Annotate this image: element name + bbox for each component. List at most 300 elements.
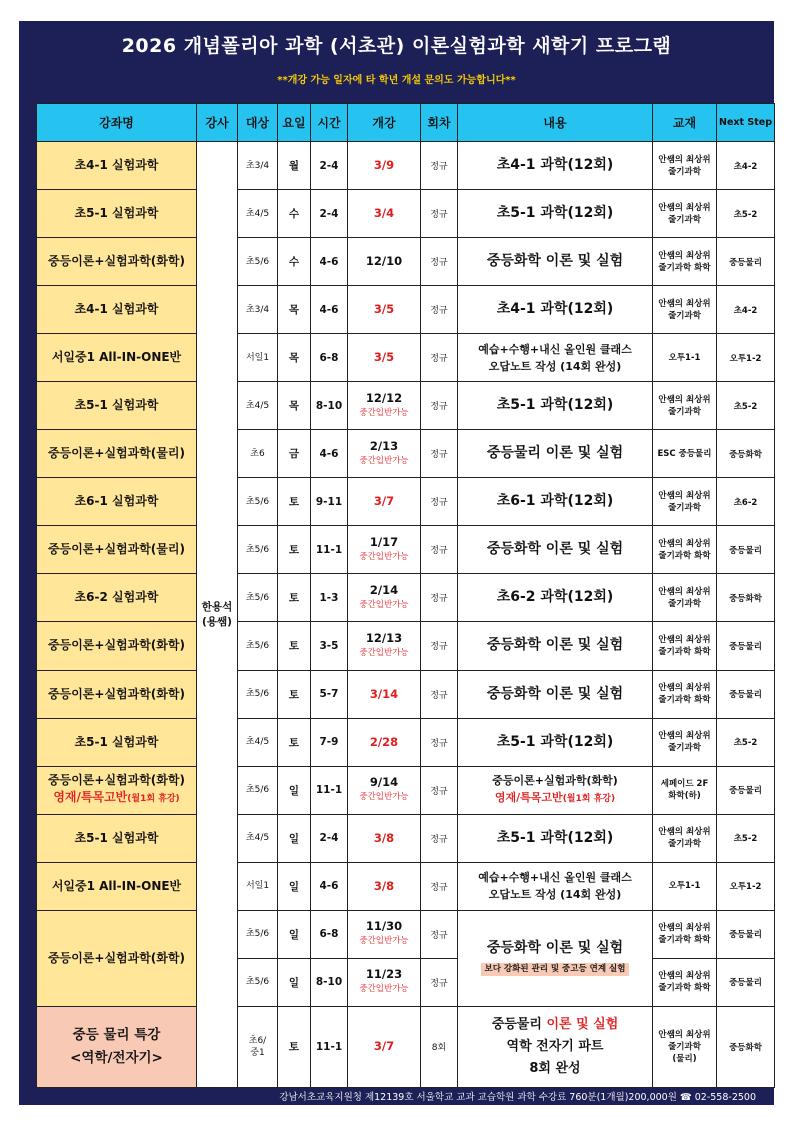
time-cell: 4-6 (311, 430, 348, 478)
open-date: 2/14 (369, 582, 399, 597)
day-cell: 일 (278, 862, 311, 910)
target-cell: 초6 (238, 430, 278, 478)
course-name (37, 766, 197, 814)
table-row (37, 670, 775, 718)
time-cell: 2-4 (311, 142, 348, 190)
text-line: 줄기과학 화학 (658, 262, 711, 273)
book-cell (653, 1006, 717, 1087)
text-line: 줄기과학 (668, 502, 701, 513)
text-line: 줄기과학 (668, 1041, 701, 1052)
open-cell (348, 478, 421, 526)
target-cell: 초4/5 (238, 814, 278, 862)
content-text: 중등화학 이론 및 실험 (486, 940, 624, 957)
header-time: 시간 (311, 104, 348, 142)
text-line: 줄기과학 화학 (658, 550, 711, 561)
time-cell: 4-6 (311, 238, 348, 286)
content-line1a: 중등물리 (491, 1016, 547, 1032)
day-cell: 일 (278, 958, 311, 1006)
next-step-cell: 중등화학 (717, 574, 775, 622)
table-row (37, 862, 775, 910)
time-cell: 11-1 (311, 1006, 348, 1087)
book-cell (653, 814, 717, 862)
table-row-special (37, 1006, 775, 1087)
text-line: 안쌤의 최상위 (658, 154, 711, 165)
content-cell: 초6-1 과학(12회) (458, 478, 653, 526)
header-instructor: 강사 (197, 104, 238, 142)
day-cell: 토 (278, 622, 311, 670)
text-line: 줄기과학 (668, 310, 701, 321)
table-row (37, 526, 775, 574)
text-line: 줄기과학 (668, 406, 701, 417)
text-line: 안쌤의 최상위 (658, 634, 711, 645)
next-step-cell: 초6-2 (717, 478, 775, 526)
open-date: 12/12 (365, 390, 403, 405)
course-name (37, 622, 197, 670)
content-cell: 초4-1 과학(12회) (458, 142, 653, 190)
text-line: 줄기과학 화학 (658, 695, 711, 706)
book-cell (653, 670, 717, 718)
course-name-sub: 영재/특목고반 (53, 790, 128, 805)
target-cell (238, 1006, 278, 1087)
next-step-cell: 중등물리 (717, 958, 775, 1006)
next-step-cell: 초4-2 (717, 286, 775, 334)
open-note: 중간입반가능 (359, 407, 409, 418)
content-cell: 중등화학 이론 및 실험 (458, 670, 653, 718)
book-cell (653, 910, 717, 958)
open-date: 2/28 (369, 734, 399, 749)
time-cell: 2-4 (311, 190, 348, 238)
text-line: 안쌤의 최상위 (658, 923, 711, 934)
sessions-cell: 정규 (421, 862, 458, 910)
sessions-cell: 정규 (421, 190, 458, 238)
header-content: 내용 (458, 104, 653, 142)
book-cell: ESC 중등물리 (653, 430, 717, 478)
course-name-text: 초5-1 실험과학 (74, 206, 159, 221)
day-cell: 토 (278, 574, 311, 622)
time-cell: 5-7 (311, 670, 348, 718)
open-date: 3/4 (373, 206, 395, 221)
target-cell: 초5/6 (238, 670, 278, 718)
next-step-cell: 중등화학 (717, 1006, 775, 1087)
open-cell (348, 958, 421, 1006)
text-line: 예습+수행+내신 올인원 클래스 (478, 342, 632, 356)
next-step-cell: 초5-2 (717, 814, 775, 862)
text-line: 안쌤의 최상위 (658, 538, 711, 549)
text-line: 줄기과학 (668, 214, 701, 225)
table-row (37, 910, 775, 958)
open-note: 중간입반가능 (359, 984, 409, 995)
course-name-text: 서일중1 All-IN-ONE반 (51, 878, 182, 893)
time-cell: 9-11 (311, 478, 348, 526)
target-cell: 서일1 (238, 862, 278, 910)
table-row (37, 430, 775, 478)
day-cell: 토 (278, 718, 311, 766)
sessions-cell: 정규 (421, 766, 458, 814)
course-name-text: 초4-1 실험과학 (74, 302, 159, 317)
open-date: 11/23 (365, 967, 403, 982)
target-cell: 초5/6 (238, 622, 278, 670)
target-cell: 초5/6 (238, 766, 278, 814)
open-cell (348, 238, 421, 286)
content-cell: 초5-1 과학(12회) (458, 382, 653, 430)
open-date: 12/13 (365, 630, 403, 645)
book-cell: 오투1-1 (653, 334, 717, 382)
sessions-cell: 정규 (421, 142, 458, 190)
text-line: 안쌤의 최상위 (658, 971, 711, 982)
day-cell: 토 (278, 526, 311, 574)
next-step-cell: 초5-2 (717, 718, 775, 766)
target-cell: 초4/5 (238, 718, 278, 766)
book-cell (653, 574, 717, 622)
book-cell (653, 958, 717, 1006)
open-cell (348, 430, 421, 478)
header-course: 강좌명 (37, 104, 197, 142)
open-date: 3/7 (373, 494, 395, 509)
table-row (37, 574, 775, 622)
text-line: 안쌤의 최상위 (658, 490, 711, 501)
text-line: 안쌤의 최상위 (658, 683, 711, 694)
open-cell (348, 814, 421, 862)
open-cell (348, 526, 421, 574)
text-line: 안쌤의 최상위 (658, 586, 711, 597)
course-name (37, 478, 197, 526)
day-cell: 토 (278, 478, 311, 526)
header-row (37, 104, 775, 142)
header-book: 교재 (653, 104, 717, 142)
open-cell (348, 862, 421, 910)
course-name-text: 초4-1 실험과학 (74, 158, 159, 173)
book-cell (653, 382, 717, 430)
course-name (37, 142, 197, 190)
course-name (37, 862, 197, 910)
sessions-cell: 정규 (421, 382, 458, 430)
book-cell (653, 622, 717, 670)
open-date: 3/9 (373, 158, 395, 173)
table-row (37, 142, 775, 190)
text-line: 안쌤의 최상위 (658, 298, 711, 309)
open-cell (348, 142, 421, 190)
course-name-text: 중등이론+실험과학(화학) (48, 773, 185, 788)
content-cell: 중등물리 이론 및 실험 (458, 430, 653, 478)
course-name (37, 334, 197, 382)
sessions-cell: 정규 (421, 718, 458, 766)
sessions-cell: 정규 (421, 286, 458, 334)
time-cell: 7-9 (311, 718, 348, 766)
open-cell (348, 1006, 421, 1087)
text-line: 예습+수행+내신 올인원 클래스 (478, 871, 632, 885)
content-sub-note: (월1회 휴강) (562, 794, 616, 805)
sessions-cell: 정규 (421, 430, 458, 478)
course-name-text: 초5-1 실험과학 (74, 734, 159, 749)
special-name-line1: 중등 물리 특강 (72, 1026, 161, 1043)
open-cell (348, 670, 421, 718)
page-frame (19, 21, 774, 1105)
sessions-cell: 정규 (421, 526, 458, 574)
sessions-cell: 정규 (421, 670, 458, 718)
sessions-cell: 정규 (421, 622, 458, 670)
sessions-cell: 정규 (421, 238, 458, 286)
special-name-line2: <역학/전자기> (70, 1049, 163, 1066)
instructor-nickname: (용쌤) (202, 615, 232, 628)
day-cell: 목 (278, 286, 311, 334)
time-cell: 4-6 (311, 286, 348, 334)
open-date: 2/13 (369, 438, 399, 453)
target-cell: 초4/5 (238, 382, 278, 430)
day-cell: 금 (278, 430, 311, 478)
open-cell (348, 190, 421, 238)
book-cell (653, 718, 717, 766)
day-cell: 토 (278, 1006, 311, 1087)
sessions-cell: 정규 (421, 478, 458, 526)
day-cell: 수 (278, 238, 311, 286)
next-step-cell: 중등화학 (717, 430, 775, 478)
time-cell: 6-8 (311, 334, 348, 382)
course-name (37, 190, 197, 238)
text-line: 중1 (250, 1047, 265, 1058)
course-name-text: 중등이론+실험과학(화학) (48, 638, 185, 653)
header-day: 요일 (278, 104, 311, 142)
target-cell: 초5/6 (238, 526, 278, 574)
text-line: 안쌤의 최상위 (658, 1029, 711, 1040)
table-row (37, 334, 775, 382)
day-cell: 일 (278, 766, 311, 814)
target-cell: 초3/4 (238, 286, 278, 334)
target-cell: 초5/6 (238, 574, 278, 622)
open-cell (348, 718, 421, 766)
open-cell (348, 910, 421, 958)
course-name (37, 238, 197, 286)
content-cell (458, 766, 653, 814)
content-cell: 초6-2 과학(12회) (458, 574, 653, 622)
text-line: 줄기과학 (668, 743, 701, 754)
target-cell: 초5/6 (238, 910, 278, 958)
sessions-cell: 정규 (421, 814, 458, 862)
time-cell: 1-3 (311, 574, 348, 622)
page-subtitle: **개강 가능 일자에 타 학년 개설 문의도 가능합니다** (277, 75, 516, 86)
next-step-cell: 초5-2 (717, 382, 775, 430)
text-line: 화학(하) (668, 791, 701, 802)
target-cell: 초5/6 (238, 478, 278, 526)
sessions-cell: 정규 (421, 958, 458, 1006)
content-cell: 중등화학 이론 및 실험 (458, 622, 653, 670)
course-name: 중등이론+실험과학(화학) (37, 910, 197, 1006)
text-line: 오답노트 작성 (14회 완성) (488, 359, 622, 373)
day-cell: 수 (278, 190, 311, 238)
next-step-cell: 초4-2 (717, 142, 775, 190)
content-text: 중등이론+실험과학(화학) (492, 774, 618, 788)
text-line: 줄기과학 (668, 166, 701, 177)
target-cell: 초4/5 (238, 190, 278, 238)
time-cell: 8-10 (311, 958, 348, 1006)
text-line: 줄기과학 (668, 598, 701, 609)
text-line: 줄기과학 (668, 839, 701, 850)
text-line: 줄기과학 화학 (658, 935, 711, 946)
content-cell: 초5-1 과학(12회) (458, 190, 653, 238)
page-title: 2026 개념폴리아 과학 (서초관) 이론실험과학 새학기 프로그램 (121, 35, 672, 57)
open-date: 3/5 (373, 302, 395, 317)
course-name (37, 574, 197, 622)
course-name (37, 286, 197, 334)
sessions-cell: 정규 (421, 334, 458, 382)
content-line2: 역학 전자기 파트 (506, 1038, 604, 1054)
time-cell: 11-1 (311, 526, 348, 574)
table-row (37, 286, 775, 334)
course-name-text: 중등이론+실험과학(화학) (48, 254, 185, 269)
text-line: 줄기과학 화학 (658, 646, 711, 657)
schedule-table (36, 103, 775, 1088)
text-line: 초6/ (248, 1035, 267, 1046)
open-cell (348, 622, 421, 670)
special-course-name (37, 1006, 197, 1087)
footer-info: 강남서초교육지원청 제12139호 서울학교 교과 교습학원 과학 수강료 760분(1개월)200,000원 ☎ 02-558-2500 (279, 1092, 756, 1103)
day-cell: 목 (278, 334, 311, 382)
sessions-cell: 정규 (421, 574, 458, 622)
open-cell (348, 334, 421, 382)
open-cell (348, 286, 421, 334)
time-cell: 3-5 (311, 622, 348, 670)
open-date: 11/30 (365, 919, 403, 934)
content-cell: 중등화학 이론 및 실험 (458, 238, 653, 286)
header-target: 대상 (238, 104, 278, 142)
text-line: 안쌤의 최상위 (658, 827, 711, 838)
content-cell: 중등화학 이론 및 실험 (458, 526, 653, 574)
book-cell (653, 190, 717, 238)
open-date: 12/10 (365, 254, 403, 269)
course-name-text: 중등이론+실험과학(물리) (48, 446, 185, 461)
next-step-cell: 중등물리 (717, 670, 775, 718)
day-cell: 일 (278, 814, 311, 862)
course-name-text: 중등이론+실험과학(화학) (48, 686, 185, 701)
content-cell (458, 862, 653, 910)
course-name-text: 초5-1 실험과학 (74, 830, 159, 845)
book-cell (653, 766, 717, 814)
next-step-cell: 오투1-2 (717, 862, 775, 910)
content-line1b: 이론 및 실험 (546, 1016, 619, 1032)
table-row (37, 814, 775, 862)
content-line3: 8회 완성 (529, 1060, 581, 1076)
open-date: 3/8 (373, 830, 395, 845)
text-line: 오답노트 작성 (14회 완성) (488, 888, 622, 902)
open-date: 3/5 (373, 350, 395, 365)
content-cell (458, 910, 653, 1006)
next-step-cell: 중등물리 (717, 766, 775, 814)
time-cell: 4-6 (311, 862, 348, 910)
target-cell: 초5/6 (238, 238, 278, 286)
header-sessions: 회차 (421, 104, 458, 142)
next-step-cell: 중등물리 (717, 910, 775, 958)
open-note: 중간입반가능 (359, 936, 409, 947)
content-cell (458, 334, 653, 382)
content-cell: 초5-1 과학(12회) (458, 814, 653, 862)
table-row (37, 190, 775, 238)
open-date: 3/8 (373, 878, 395, 893)
book-cell (653, 478, 717, 526)
table-row (37, 382, 775, 430)
open-date: 9/14 (369, 775, 399, 790)
day-cell: 월 (278, 142, 311, 190)
open-date: 3/14 (369, 686, 399, 701)
content-highlight-band: 보다 강화된 관리 및 중고등 연계 실험 (481, 963, 630, 976)
book-cell (653, 238, 717, 286)
instructor-cell (197, 142, 238, 1088)
open-note: 중간입반가능 (359, 599, 409, 610)
header-next-step: Next Step (717, 104, 775, 142)
target-cell: 서일1 (238, 334, 278, 382)
time-cell: 2-4 (311, 814, 348, 862)
open-cell (348, 574, 421, 622)
open-note: 중간입반가능 (359, 551, 409, 562)
course-name (37, 382, 197, 430)
table-row (37, 238, 775, 286)
text-line: 안쌤의 최상위 (658, 394, 711, 405)
text-line: 안쌤의 최상위 (658, 731, 711, 742)
time-cell: 11-1 (311, 766, 348, 814)
header-open: 개강 (348, 104, 421, 142)
course-name (37, 430, 197, 478)
content-cell: 초5-1 과학(12회) (458, 718, 653, 766)
day-cell: 목 (278, 382, 311, 430)
text-line: 안쌤의 최상위 (658, 250, 711, 261)
target-cell: 초5/6 (238, 958, 278, 1006)
course-name-text: 초6-2 실험과학 (74, 590, 159, 605)
content-cell (458, 1006, 653, 1087)
table-row (37, 478, 775, 526)
text-line: 줄기과학 화학 (658, 983, 711, 994)
course-name (37, 814, 197, 862)
target-cell: 초3/4 (238, 142, 278, 190)
time-cell: 8-10 (311, 382, 348, 430)
text-line: (물리) (672, 1053, 697, 1064)
book-cell (653, 286, 717, 334)
book-cell (653, 526, 717, 574)
course-name (37, 526, 197, 574)
time-cell: 6-8 (311, 910, 348, 958)
course-name-sub-note: (월1회 휴강) (127, 794, 180, 805)
open-note: 중간입반가능 (359, 792, 409, 803)
day-cell: 일 (278, 910, 311, 958)
book-cell: 오투1-1 (653, 862, 717, 910)
open-cell (348, 382, 421, 430)
instructor-name: 한용석 (201, 600, 233, 613)
sessions-cell: 정규 (421, 910, 458, 958)
course-name-text: 중등이론+실험과학(물리) (48, 542, 185, 557)
open-date: 1/17 (369, 534, 399, 549)
open-cell (348, 766, 421, 814)
next-step-cell: 초5-2 (717, 190, 775, 238)
open-note: 중간입반가능 (359, 647, 409, 658)
book-cell (653, 142, 717, 190)
open-date: 3/7 (373, 1039, 395, 1054)
next-step-cell: 중등물리 (717, 622, 775, 670)
day-cell: 토 (278, 670, 311, 718)
course-name-text: 초5-1 실험과학 (74, 398, 159, 413)
sessions-cell: 8회 (421, 1006, 458, 1087)
next-step-cell: 오투1-2 (717, 334, 775, 382)
open-note: 중간입반가능 (359, 455, 409, 466)
text-line: 세페이드 2F (660, 779, 709, 790)
course-name-text: 서일중1 All-IN-ONE반 (51, 350, 182, 365)
next-step-cell: 중등물리 (717, 238, 775, 286)
course-name (37, 670, 197, 718)
content-sub: 영재/특목고반 (494, 791, 563, 805)
table-row (37, 622, 775, 670)
content-cell: 초4-1 과학(12회) (458, 286, 653, 334)
course-name-text: 초6-1 실험과학 (74, 494, 159, 509)
next-step-cell: 중등물리 (717, 526, 775, 574)
table-row (37, 718, 775, 766)
text-line: 안쌤의 최상위 (658, 202, 711, 213)
table-row (37, 766, 775, 814)
